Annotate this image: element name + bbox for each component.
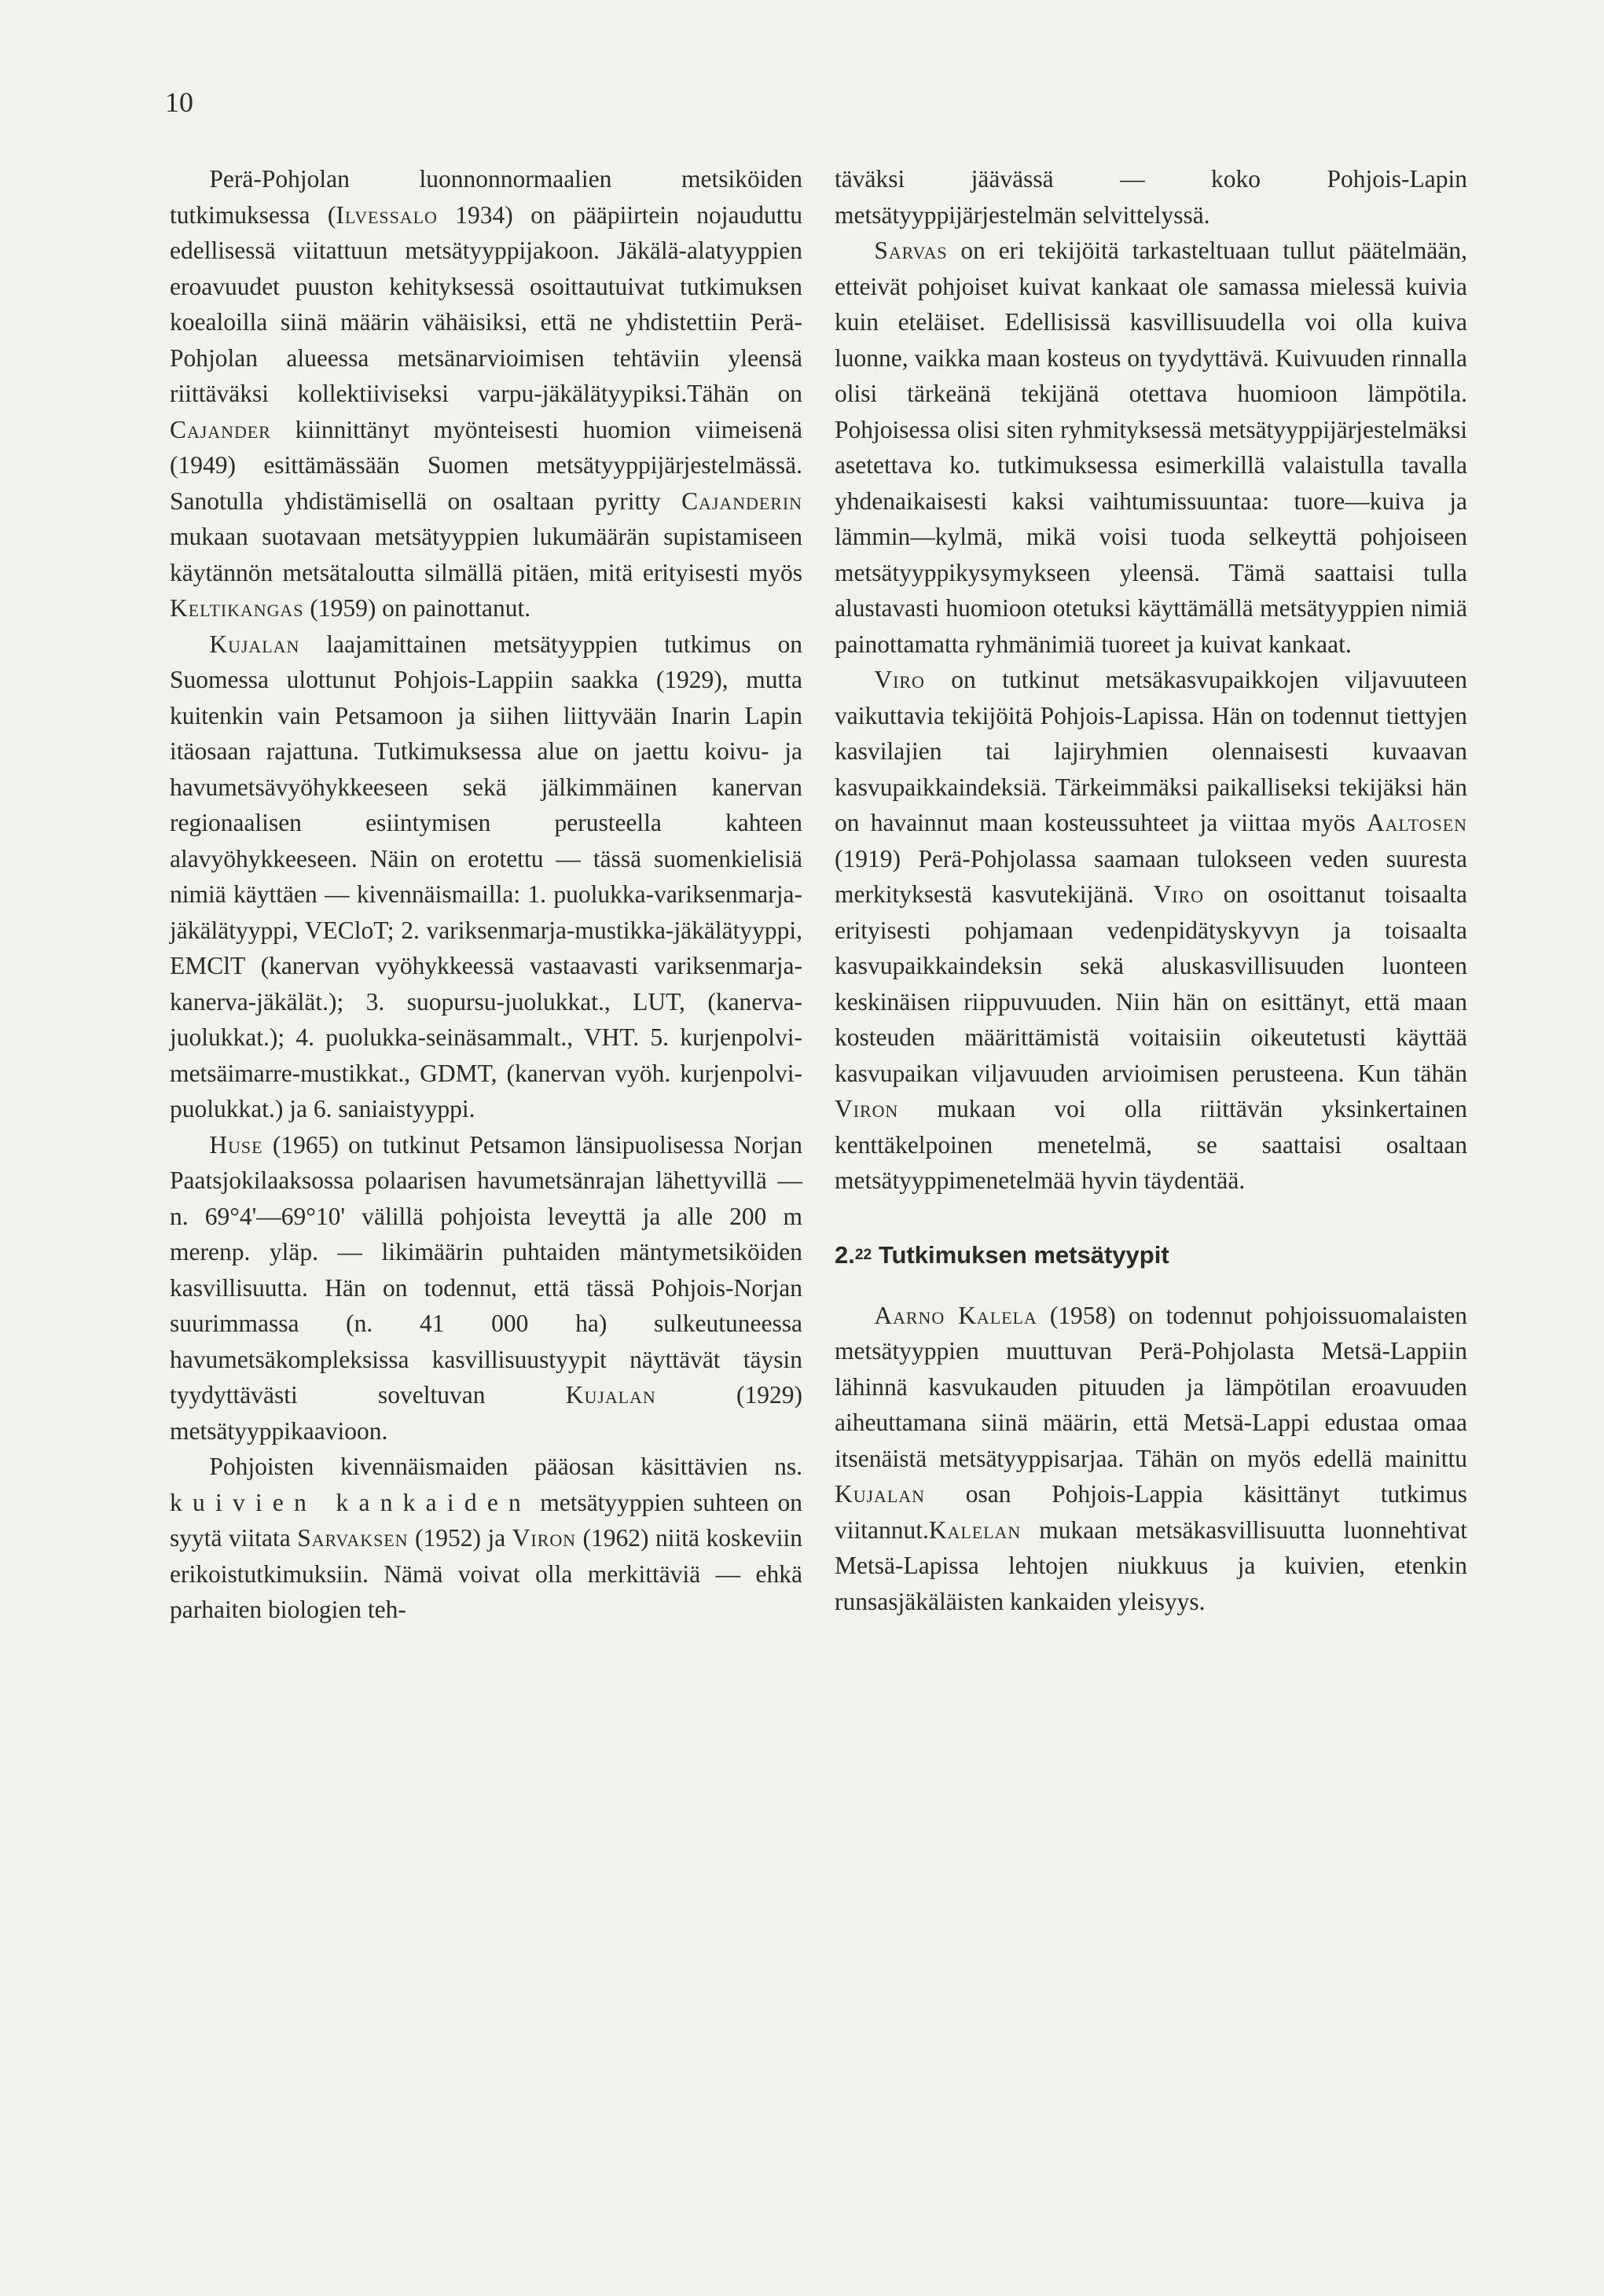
- author-name: Cajander: [170, 415, 271, 443]
- author-name: Huse: [209, 1130, 263, 1159]
- paragraph: täväksi jäävässä — koko Pohjois-Lapin metsätyyppijärjestelmän selvittelyssä.: [835, 165, 1467, 229]
- author-name: Aaltosen: [1366, 809, 1467, 836]
- paragraph: Pohjoisten kivennäismaiden pääosan käsittävien ns. kuivien kankaiden metsätyyppien suhteen on syytä viitata Sarvaksen (1952) ja Viron (1962) niitä koskeviin erikoistutkimuksiin. Nämä voivat olla merkittäviä — ehkä parhaiten biologien teh-: [170, 1453, 803, 1623]
- right-column: [835, 161, 1467, 1619]
- page-number: 10: [165, 86, 193, 118]
- paragraph: Viro on tutkinut metsäkasvupaikkojen viljavuuteen vaikuttavia tekijöitä Pohjois-Lapissa. Hän on todennut tiettyjen kasvilajien tai lajiryhmien olennaisesti kuvaavan kasvupaikkaindeksiä. Tärkeimmäksi paikalliseksi tekijäksi hän on havainnut maan kosteussuhteet ja viittaa myös Aaltosen (1919) Perä-Pohjolassa saamaan tulokseen veden suuresta merkityksestä kasvutekijänä. Viro on osoittanut toisaalta erityisesti pohjamaan vedenpidätyskyvyn ja toisaalta kasvupaikkaindeksin sekä aluskasvillisuuden luonteen keskinäisen riippuvuuden. Niin hän on esittänyt, että maan kosteuden määrittämistä voitaisiin oikeutetusti käyttää kasvupaikan viljavuuden arvioimisen perusteena. Kun tähän Viron mukaan voi olla riittävän yksinkertainen kenttäkelpoinen menetelmä, se saattaisi osaltaan metsätyyppimenetelmää hyvin täydentää.: [835, 666, 1467, 1194]
- left-column: [170, 161, 802, 1628]
- paragraph: Perä-Pohjolan luonnonnormaalien metsiköiden tutkimuksessa (Ilvessalo 1934) on pääpiirtein nojauduttu edellisessä viitattuun metsätyyppijakoon. Jäkälä-alatyyppien eroavuudet puuston kehityksessä osoittautuivat tutkimuksen koealoilla siinä määrin vähäisiksi, että ne yhdistettiin Perä-Pohjolan alueessa metsänarvioimisen tehtäviin yleensä riittäväksi kollektiiviseksi varpu-jäkälätyypiksi.Tähän on Cajander kiinnittänyt myönteisesti huomion viimeisenä (1949) esittämässään Suomen metsätyyppijärjestelmässä. Sanotulla yhdistämisellä on osaltaan pyritty Cajanderin mukaan suotavaan metsätyyppien lukumäärän supistamiseen käytännön metsätaloutta silmällä pitäen, mitä erityisesti myös Keltikangas (1959) on painottanut.: [170, 165, 802, 622]
- paragraph: Aarno Kalela (1958) on todennut pohjoissuomalaisten metsätyyppien muuttuvan Perä-Pohjolasta Metsä-Lappiin lähinnä kasvukauden pituuden ja lämpötilan eroavuuden aiheuttamana siinä määrin, että Metsä-Lappi edustaa omaa itsenäistä metsätyyppisarjaa. Tähän on myös edellä mainittu Kujalan osan Pohjois-Lappia käsittänyt tutkimus viitannut.Kalelan mukaan metsäkasvillisuutta luonnehtivat Metsä-Lapissa lehtojen niukkuus ja kuivien, etenkin runsasjäkäläisten kankaiden yleisyys.: [835, 1301, 1467, 1615]
- author-name: Sarvas: [874, 237, 948, 264]
- author-name: Kujalan: [209, 630, 300, 658]
- paragraph: Huse (1965) on tutkinut Petsamon länsipuolisessa Norjan Paatsjokilaaksossa polaarisen havumetsänrajan lähettyvillä — n. 69°4'—69°10' välillä pohjoista leveyttä ja alle 200 m merenp. yläp. — likimäärin puhtaiden mäntymetsiköiden kasvillisuutta. Hän on todennut, että tässä Pohjois-Norjan suurimmassa (n. 41 000 ha) sulkeutuneessa havumetsäkompleksissa kasvillisuustyypit näyttävät täysin tyydyttävästi soveltuvan Kujalan (1929) metsätyyppikaavioon.: [170, 1130, 802, 1445]
- section-heading: 2.22 Tutkimuksen metsätyypit: [835, 1240, 1169, 1269]
- author-name: Viro: [874, 666, 925, 693]
- author-name: Viro: [1153, 880, 1204, 908]
- paragraph: Kujalan laajamittainen metsätyyppien tutkimus on Suomessa ulottunut Pohjois-Lappiin saakka (1929), mutta kuitenkin vain Petsamoon ja siihen liittyvään Inarin Lapin itäosaan rajattuna. Tutkimuksessa alue on jaettu koivu- ja havumetsävyöhykkeeseen sekä jälkimmäinen kanervan regionaalisen esiintymisen perusteella kahteen alavyöhykkeeseen. Näin on erotettu — tässä suomenkielisiä nimiä käyttäen — kivennäismailla: 1. puolukka-variksenmarja-jäkälätyyppi, VECloT; 2. variksenmarja-mustikka-jäkälätyyppi, EMClT (kanervan vyöhykkeessä vastaavasti variksenmarja-kanerva-jäkälät.); 3. suopursu-juolukkat., LUT, (kanerva-juolukkat.); 4. puolukka-seinäsammalt., VHT. 5. kurjenpolvi-metsäimarre-mustikkat., GDMT, (kanervan vyöh. kurjenpolvi-puolukkat.) ja 6. saniaistyyppi.: [170, 630, 802, 1122]
- spaced-emphasis: kuivien kankaiden: [170, 1488, 532, 1516]
- author-name: Kujalan: [565, 1381, 656, 1409]
- author-name: Sarvaksen: [297, 1524, 409, 1552]
- author-name: Viron: [512, 1524, 576, 1552]
- paragraph: Sarvas on eri tekijöitä tarkasteltuaan tullut päätelmään, etteivät pohjoiset kuivat kankaat ole samassa mielessä kuivia kuin eteläiset. Edellisissä kasvillisuudella voi olla kuiva luonne, vaikka maan kosteus on tyydyttävä. Kuivuuden rinnalla olisi tärkeänä tekijänä otettava huomioon lämpötila. Pohjoisessa olisi siten ryhmityksessä metsätyyppijärjestelmäksi asetettava ko. tutkimuksessa esimerkillä valaistulla tavalla yhdenaikaisesti kaksi vaihtumissuuntaa: tuore—kuiva ja lämmin—kylmä, mikä voisi tuoda selkeyttä pohjoiseen metsätyyppikysymykseen yleensä. Tämä saattaisi tulla alustavasti huomioon otetuksi käyttämällä metsätyyppien nimiä painottamatta ryhmänimiä tuoreet ja kuivat kankaat.: [835, 237, 1467, 658]
- author-name: Kalelan: [928, 1515, 1022, 1544]
- author-name: Viron: [835, 1095, 899, 1122]
- author-name: Keltikangas: [170, 594, 304, 622]
- author-name: Kujalan: [835, 1480, 925, 1508]
- author-name: Ilvessalo: [336, 200, 438, 229]
- author-name: Aarno Kalela: [874, 1301, 1037, 1329]
- author-name: Cajanderin: [681, 487, 802, 515]
